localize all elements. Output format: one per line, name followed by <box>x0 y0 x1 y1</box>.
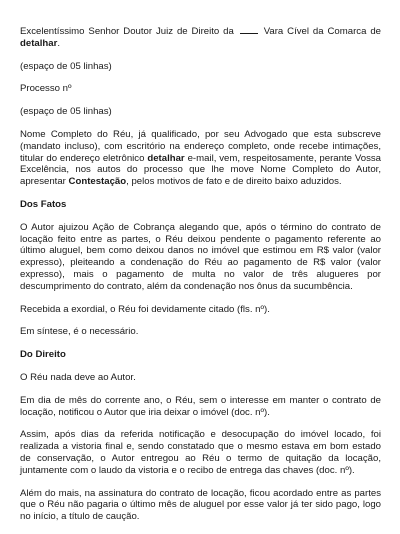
facts-paragraph-1: O Autor ajuizou Ação de Cobrança alegando que, após o término do contrato de locação feito entre as partes, o Réu deixou pendente o pagamento referente ao último aluguel, bem como deixou danos no imóvel que estimou em R$ valor (valor expresso), pleiteando a condenação do Réu ao pagamento de R$ valor (valor expresso), mais o pagamento de multa no valor de três alugueres por descumprimento do contrato, além da condenação nos ônus da sucumbência. <box>20 221 381 292</box>
spacing-note-2: (espaço de 05 linhas) <box>20 106 112 118</box>
address-line <box>20 25 381 50</box>
intro-part-3: , pelos motivos de fato e de direito baixo aduzidos. <box>126 176 342 188</box>
intro-part-1: Nome Completo do Réu, já qualificado, por seu Advogado que esta subscreve (mandato incluso), com escritório na endereço completo, onde recebe intimações, titular do endereço eletrônico <box>20 128 381 164</box>
facts-paragraph-3: Em síntese, é o necessário. <box>20 326 139 338</box>
address-end: . <box>57 37 60 49</box>
facts-paragraph-2: Recebida a exordial, o Réu foi devidamente citado (fls. nº). <box>20 303 270 315</box>
intro-bold-2: Contestação <box>68 176 127 188</box>
intro-bold-1: detalhar <box>147 152 185 164</box>
spacing-note-1: (espaço de 05 linhas) <box>20 60 112 72</box>
law-paragraph-4: Além do mais, na assinatura do contrato de locação, ficou acordado entre as partes que o Réu não pagaria o último mês de aluguel por esse valor já ter sido pago, logo no início, a título de caução. <box>20 487 381 523</box>
law-paragraph-3: Assim, após dias da referida notificação e desocupação do imóvel locado, foi realizada a vistoria final e, sendo constatado que o mesmo estava em bom estado de conservação, o Autor entregou ao Réu o termo de quitação da locação, juntamente com o laudo da vistoria e o recibo de entrega das chaves (doc. nº). <box>20 429 381 476</box>
facts-heading: Dos Fatos <box>20 198 67 210</box>
document-page <box>20 25 381 534</box>
law-heading: Do Direito <box>20 349 66 361</box>
intro-part-2: e-mail, vem, respeitosamente, perante Vossa Excelência, nos autos do processo que lhe move Nome Completo do Autor, apresentar <box>20 152 382 188</box>
intro-paragraph <box>20 129 381 188</box>
court-number-blank <box>240 25 258 34</box>
law-paragraph-1: O Réu nada deve ao Autor. <box>20 371 136 383</box>
address-text-after: Vara Cível da Comarca de <box>263 26 381 37</box>
law-paragraph-2: Em dia de mês do corrente ano, o Réu, sem o interesse em manter o contrato de locação, notificou o Autor que iria deixar o imóvel (doc. nº). <box>20 394 381 418</box>
address-bold-term: detalhar <box>20 37 58 49</box>
process-label: Processo nº <box>20 83 72 95</box>
address-text-before: Excelentíssimo Senhor Doutor Juiz de Direito da <box>20 26 234 37</box>
